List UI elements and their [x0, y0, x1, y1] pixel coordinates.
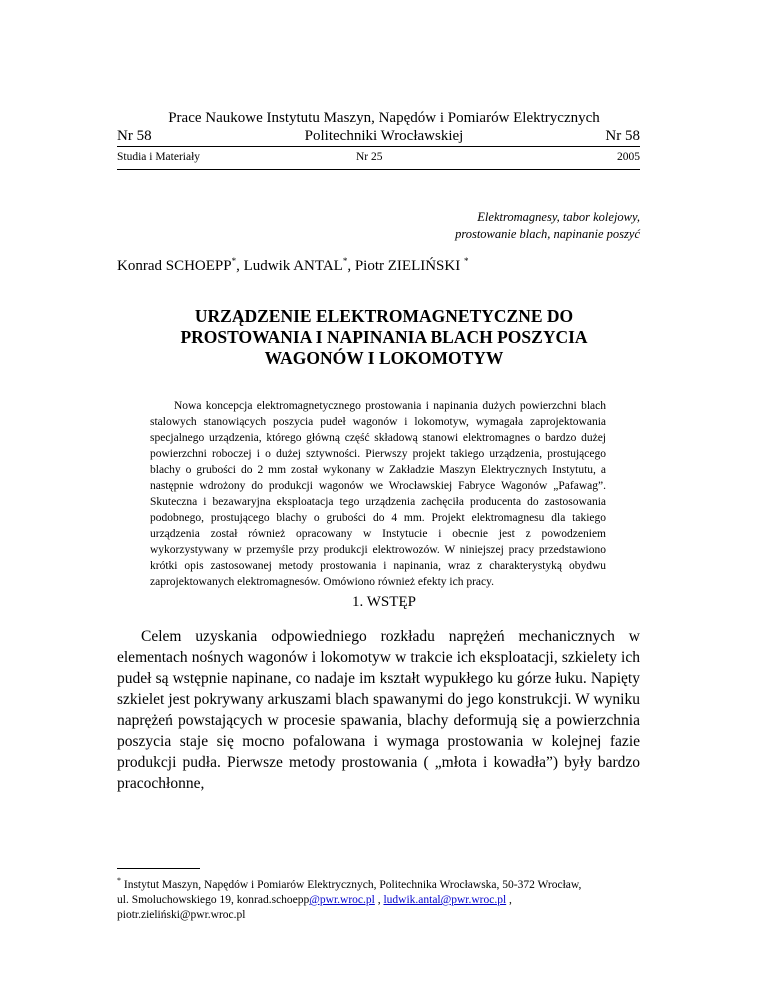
- keywords-line2: prostowanie blach, napinanie poszyć: [455, 227, 640, 241]
- abstract: Nowa koncepcja elektromagnetycznego prostowania i napinania dużych powierzchni blach stalowych stanowiących poszycia pudeł wagonów i lokomotyw, wymagała zaprojektowania specjalnego urządzenia, którego główną część składową stanowi elektromagnes o bardzo dużej powierzchni roboczej i o dużej sztywności. Pierwszy projekt takiego urządzenia, prostującego blachy o grubości do 2 mm został wykonany w Zakładzie Maszyn Elektrycznych Instytutu, a następnie wdrożony do produkcji wagonów we Wrocławskiej Fabryce Wagonów „Pafawag”. Skuteczna i bezawaryjna eksploatacja tego urządzenia zachęciła producenta do zastosowania podobnego, prostującego blachy o grubości do 4 mm. Projekt elektromagnesu dla takiego urządzenia został również opracowany w Instytucie i obecnie jest z powodzeniem wykorzystywany w przemyśle przy produkcji elektrowozów. W niniejszej pracy przedstawiono krótki opis zastosowanej metody prostowania i napinania, wraz z charakterystyką obydwu zaprojektowanych elektromagnesów. Omówiono również efekty ich pracy.: [150, 400, 606, 588]
- affiliation-mark: *: [342, 256, 348, 266]
- authors: [117, 258, 468, 275]
- issue-number-right: Nr 58: [605, 128, 640, 144]
- journal-title-line2: Politechniki Wrocławskiej: [304, 128, 464, 144]
- keywords-line1: Elektromagnesy, tabor kolejowy,: [477, 210, 640, 224]
- title-line1: URZĄDZENIE ELEKTROMAGNETYCZNE DO: [194, 306, 574, 326]
- keywords: [455, 209, 640, 243]
- author-separator: ,: [347, 258, 355, 274]
- author-separator: ,: [236, 258, 244, 274]
- footnote: [117, 878, 640, 923]
- year: 2005: [617, 151, 640, 163]
- footnote-line3: piotr.zieliński@pwr.wroc.pl: [117, 909, 246, 921]
- email-link-2[interactable]: ludwik.antal@pwr.wroc.pl: [383, 894, 507, 906]
- journal-title-line1: Prace Naukowe Instytutu Maszyn, Napędów i Pomiarów Elektrycznych: [168, 110, 600, 126]
- author-1: Konrad SCHOEPP: [117, 258, 232, 274]
- footnote-rule: [117, 868, 200, 869]
- section-heading: 1. WSTĘP: [352, 594, 416, 610]
- author-2: Ludwik ANTAL: [243, 258, 343, 274]
- address-text: ul. Smoluchowskiego 19, konrad.schoepp: [117, 894, 310, 906]
- affiliation-mark: *: [463, 256, 469, 266]
- email-separator: ,: [374, 894, 384, 906]
- paper-title: [0, 306, 768, 369]
- title-line2: PROSTOWANIA I NAPINANIA BLACH POSZYCIA: [180, 327, 588, 347]
- email-separator-end: ,: [506, 894, 512, 906]
- body-paragraph: Celem uzyskania odpowiedniego rozkładu naprężeń mechanicznych w elementach nośnych wagonów i lokomotyw w trakcie ich eksploatacji, szkielety ich pudeł są wstępnie napinane, co nadaje im kształt wypukłego ku górze łuku. Napięty szkielet jest pokrywany arkuszami blach spawanymi do jego konstrukcji. W wyniku naprężeń powstających w procesie spawania, blachy deformują się a powierzchnia poszycia staje się mocno pofalowana i wymaga prostowania w kolejnej fazie produkcji pudła. Pierwsze metody prostowania ( „młota i kowadła”) były bardzo pracochłonne,: [117, 628, 640, 792]
- header-rule: [117, 146, 640, 147]
- affiliation-mark: *: [231, 256, 237, 266]
- author-3: Piotr ZIELIŃSKI: [354, 258, 461, 274]
- issue-number-left: Nr 58: [117, 128, 152, 144]
- footnote-mark: *: [117, 876, 121, 886]
- title-line3: WAGONÓW I LOKOMOTYW: [264, 348, 504, 368]
- footnote-line1: [117, 878, 640, 893]
- series-number: Nr 25: [356, 151, 383, 163]
- email-link-1[interactable]: @pwr.wroc.pl: [309, 894, 375, 906]
- affiliation-text: Instytut Maszyn, Napędów i Pomiarów Elektrycznych, Politechnika Wrocławska, 50-372 Wrocław,: [123, 879, 582, 891]
- footnote-line2: [117, 893, 640, 908]
- subheader-rule: [117, 169, 640, 170]
- series-name: Studia i Materiały: [117, 151, 201, 163]
